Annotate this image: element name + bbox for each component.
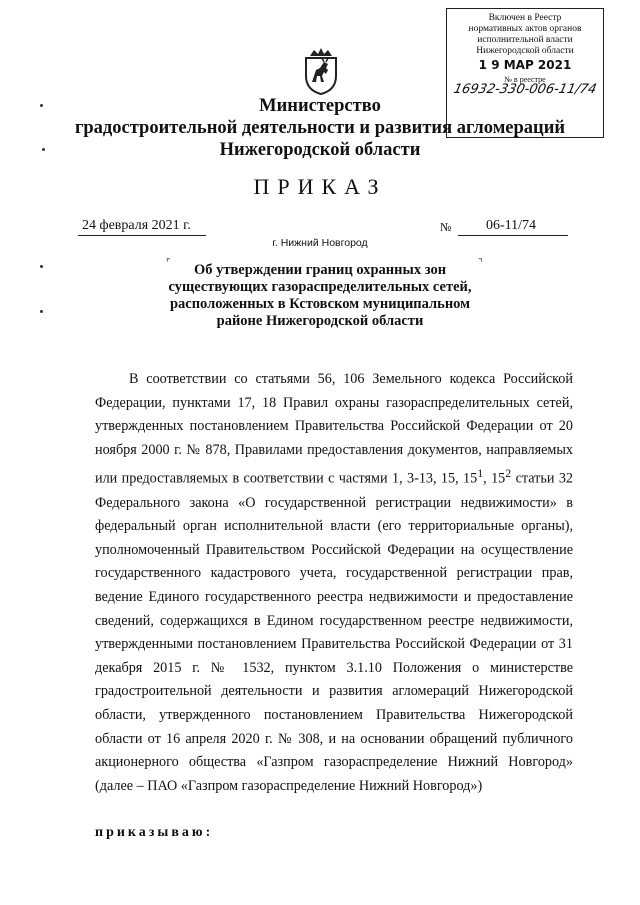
document-date: 24 февраля 2021 г. [82, 218, 191, 233]
scan-speck [40, 265, 43, 268]
ministry-heading [60, 95, 580, 161]
superscript-1: 1 [477, 466, 484, 481]
stamp-line-4: Нижегородской области [476, 46, 574, 56]
stamp-registry-label: № в реестре [504, 75, 546, 84]
title-line-1: Об утверждении границ охранных зон [193, 262, 447, 278]
scan-speck [40, 104, 43, 107]
body-paragraph [95, 368, 573, 798]
title-line-3: расположенных в Кстовском муниципальном [169, 296, 471, 312]
scan-speck [40, 310, 43, 313]
body-text-part-2: , 15 [483, 471, 506, 488]
stamp-line-3: исполнительной власти [477, 35, 573, 45]
corner-mark-left-icon: ⌜ [166, 258, 171, 269]
coat-of-arms-icon [298, 46, 344, 96]
ministry-line-2: градостроительной деятельности и развития агломераций [74, 118, 566, 138]
title-line-2: существующих газораспределительных сетей, [168, 279, 472, 295]
number-label: № [440, 220, 452, 234]
order-word: приказываю: [95, 825, 214, 840]
document-number: 06-11/74 [486, 218, 537, 233]
stamp-line-1: Включен в Реестр [488, 13, 562, 23]
document-city: г. Нижний Новгород [272, 237, 368, 249]
title-line-4: районе Нижегородской области [216, 313, 424, 329]
date-underline [78, 235, 206, 236]
ministry-line-3: Нижегородской области [219, 140, 421, 160]
document-title [150, 262, 490, 330]
stamp-line-2: нормативных актов органов [468, 24, 582, 34]
number-underline [458, 235, 568, 236]
stamp-date: 1 9 МАР 2021 [478, 58, 572, 72]
body-text-part-1: В соответствии со статьями 56, 106 Земельного кодекса Российской Федерации, пунктами 17, 18 Правил охраны газораспределительных сетей, утвержденных постановлением Правительства Российской Федерации от 20 ноября 2000 г. № 878, Правилами предоставления документов, направляемых или предоставляемых в соответствии с частями 1, 3-13, 15, 15 [95, 371, 573, 488]
document-type: ПРИКАЗ [253, 174, 387, 199]
scan-speck [42, 148, 45, 151]
superscript-2: 2 [505, 466, 512, 481]
corner-mark-right-icon: ⌝ [478, 258, 483, 269]
ministry-line-1: Министерство [259, 96, 381, 116]
stamp-registry-number: 16932-330-006-11/74 [452, 82, 598, 97]
body-text-part-3: статьи 32 Федерального закона «О государственной регистрации недвижимости» в федеральный орган исполнительной власти (его территориальные органы), уполномоченный Правительством Российской Федерации на осуществление государственного кадастрового учета, государственной регистрации прав, ведение Единого государственного реестра недвижимости и предоставление сведений, содержащихся в Едином государственном реестре недвижимости, утвержденными постановлением Правительства Российской Федерации от 31 декабря 2015 г. № 1532, пунктом 3.1.10 Положения о министерстве градостроительной деятельности и развития агломераций Нижегородской области, утвержденного постановлением Правительства Нижегородской области от 16 апреля 2020 г. № 308, и на основании обращений публичного акционерного общества «Газпром газораспределение Нижний Новгород» (далее – ПАО «Газпром газораспределение Нижний Новгород») [95, 471, 574, 794]
